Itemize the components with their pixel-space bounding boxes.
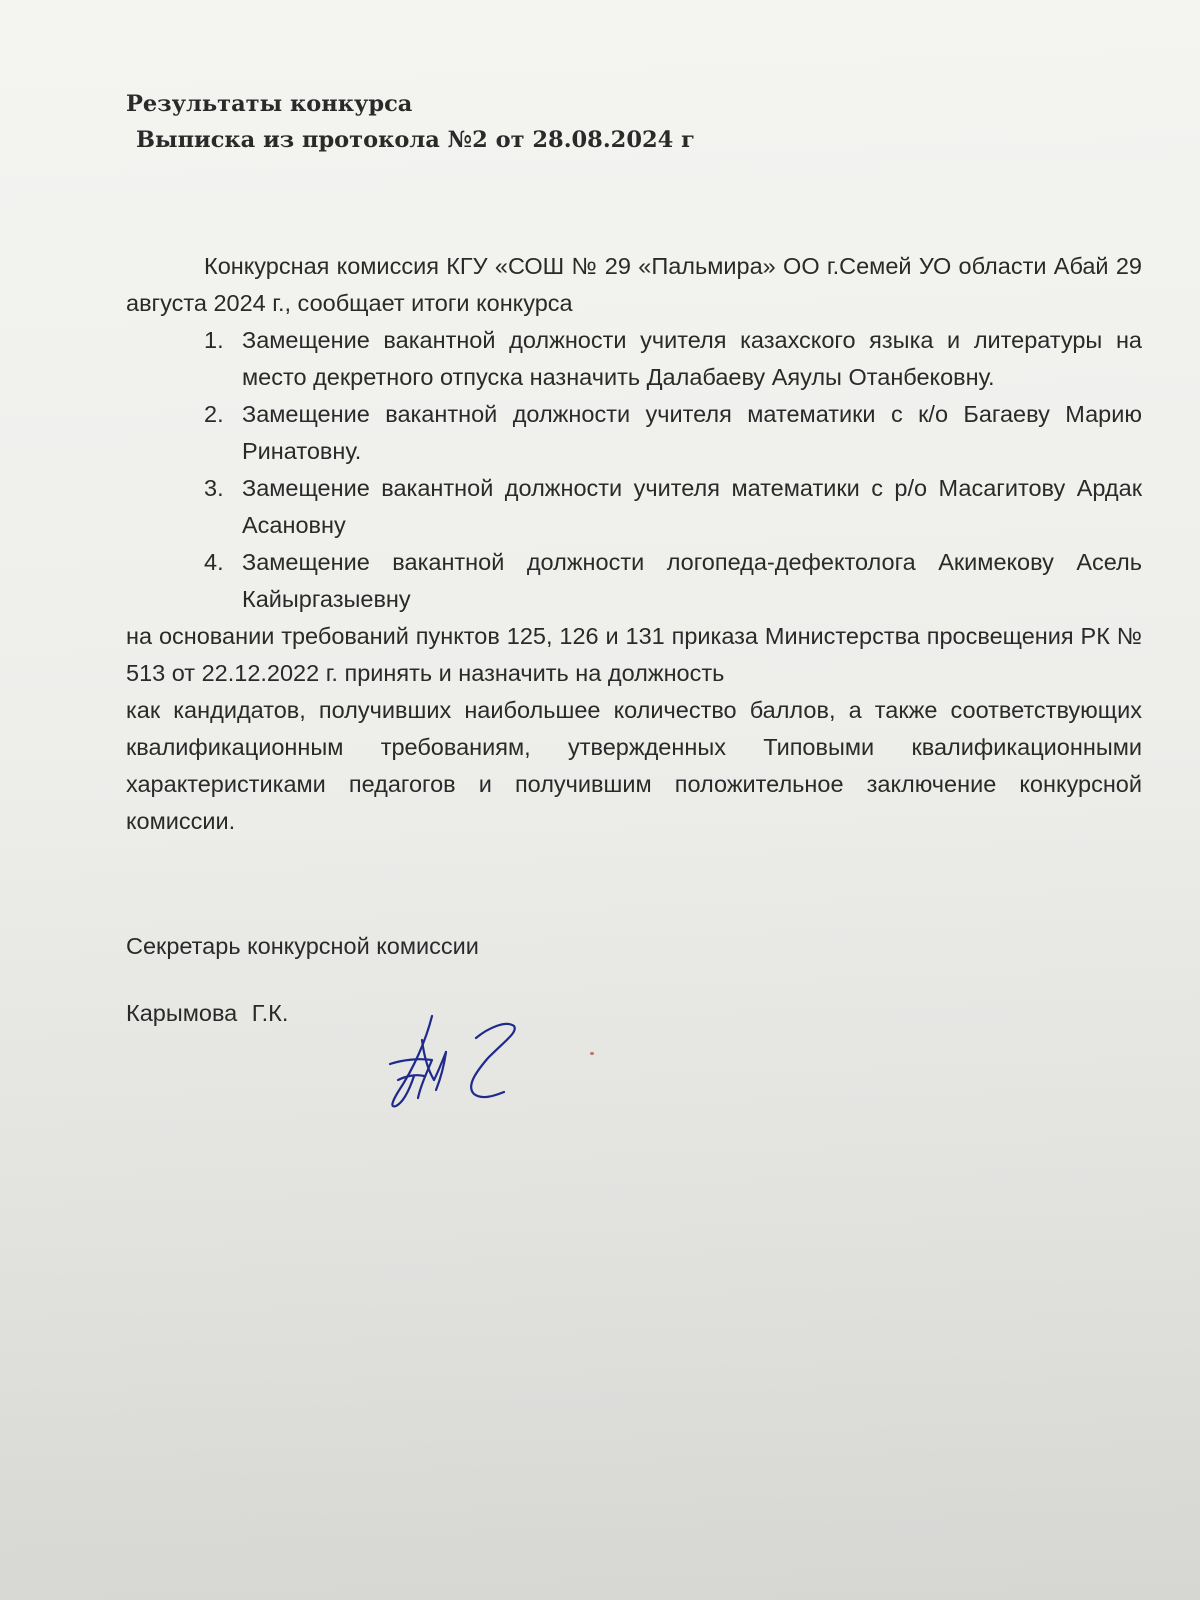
list-item-number: 4. (204, 549, 224, 575)
paper-speck (590, 1052, 594, 1055)
list-item (204, 544, 1142, 618)
list-item-number: 3. (204, 475, 224, 501)
list-item-text: Замещение вакантной должности учителя казахского языка и литературы на место декретного отпуска назначить Далабаеву Аяулы Отанбековну. (242, 327, 1142, 390)
secretary-title: Секретарь конкурсной комиссии (126, 933, 479, 959)
list-item (204, 470, 1142, 544)
secretary-name: Карымова Г.К. (126, 1000, 289, 1026)
list-item-text: Замещение вакантной должности логопеда-дефектолога Акимекову Асель Кайыргазыевну (242, 549, 1142, 612)
list-item-text: Замещение вакантной должности учителя математики с к/о Багаеву Марию Ринатовну. (242, 401, 1142, 464)
list-item (204, 322, 1142, 396)
list-item (204, 396, 1142, 470)
document-title: Результаты конкурса (126, 91, 413, 117)
protocol-extract-title: Выписка из протокола №2 от 28.08.2024 г (136, 127, 695, 153)
list-item-number: 1. (204, 327, 224, 353)
basis-paragraph-start: на основании требований пунктов 125, 126 и 131 приказа Министерства просвещения РК № 513 от 22.12.2022 г. принять и назначить на должность (126, 623, 1142, 686)
list-item-number: 2. (204, 401, 224, 427)
document-content (126, 86, 1142, 1032)
handwritten-signature (388, 1010, 528, 1110)
basis-paragraph-continuation: как кандидатов, получивших наибольшее количество баллов, а также соответствующих квалификационным требованиям, утвержденных Типовыми квалификационными характеристиками педагогов и получившим положительное заключение конкурсной комиссии. (126, 697, 1142, 834)
results-list (126, 322, 1142, 618)
list-item-text: Замещение вакантной должности учителя математики с р/о Масагитову Ардак Асановну (242, 475, 1142, 538)
intro-paragraph: Конкурсная комиссия КГУ «СОШ № 29 «Пальмира» ОО г.Семей УО области Абай 29 августа 2024 г., сообщает итоги конкурса (126, 253, 1142, 316)
